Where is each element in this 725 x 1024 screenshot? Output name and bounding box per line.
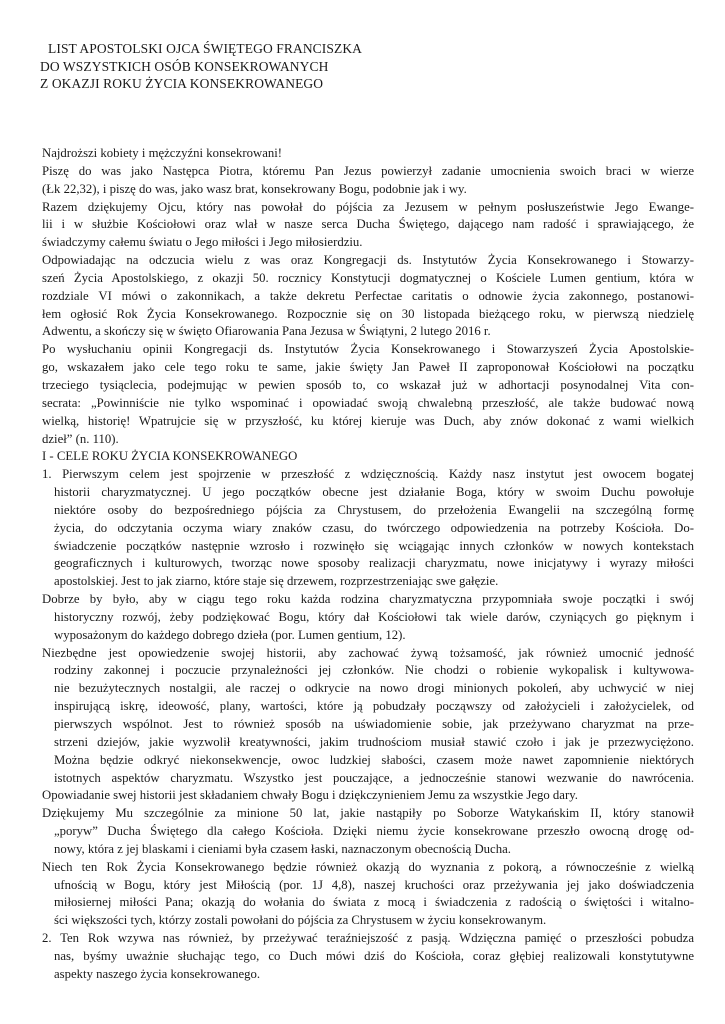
text-line: 2. Ten Rok wzywa nas również, by przeżywać teraźniejszość z pasją. Wdzięczna pamięć o przeszłości pobudza: [42, 931, 694, 946]
text-line: Najdroższi kobiety i mężczyźni konsekrowani!: [42, 146, 283, 160]
text-line: aspekty naszego życia konsekrowanego.: [54, 966, 261, 981]
text-line: 1. Pierwszym celem jest spojrzenie w przeszłość z wdzięcznością. Każdy nasz instytut jest owocem bogatej: [42, 467, 694, 482]
text-line: historii charyzmatycznej. U jego początków obecne jest działanie Boga, który w swoim Duchu powołuje: [54, 485, 694, 500]
text-line: miłosiernej miłości Pana; okazją do wołania do świata z mocą i świadczenia z radością o świętości i witalno-: [54, 895, 694, 910]
text-line: życia, do odczytania oczyma wiary znaków czasu, do twórczego odpowiedzenia na potrzeby Kościoła. Do-: [54, 520, 694, 535]
text-line: ści większości tych, którzy zostali powołani do pójścia za Chrystusem w życiu konsekrowanym.: [54, 913, 547, 928]
text-line: nas, byśmy uważnie słuchając tego, co Duch mówi dziś do Kościoła, coraz głębiej realizowali konstytutywne: [54, 948, 694, 963]
text-line: Dobrze by było, aby w ciągu tego roku każda rodzina charyzmatyczna przypomniała swoje początki i swój: [42, 592, 694, 607]
text-line: Po wysłuchaniu opinii Kongregacji ds. Instytutów Życia Konsekrowanego i Stowarzyszeń Życia Apostolskie-: [42, 342, 694, 357]
text-line: rodziny zakonnej i poczucie przynależności jej członków. Nie chodzi o robienie wykopalisk i kultywowa-: [54, 663, 694, 678]
text-line: Niech ten Rok Życia Konsekrowanego będzie również okazją do wyznania z pokorą, a równocześnie z wielką: [42, 859, 694, 874]
text-line: geograficznych i kulturowych, tworząc nowe sposoby realizacji charyzmatu, nowe inicjatywy i wyrazy miłości: [54, 556, 694, 571]
letter-title: [40, 40, 640, 93]
text-line: świadczenie początków następnie wzrosło i rozwinęło się wciągając innych członków w nowych kontekstach: [54, 538, 694, 553]
text-line: pierwszych wspólnot. Jest to również sposób na uświadomienie sobie, jak przeżywano charyzmat na prze-: [54, 717, 694, 731]
text-line: Dziękujemy Mu szczególnie za minione 50 lat, jakie nastąpiły po Soborze Watykańskim II, który stanowił: [42, 806, 694, 821]
text-line: Opowiadanie swej historii jest składaniem chwały Bogu i dziękczynieniem Jemu za wszystkie Jego dary.: [42, 788, 578, 803]
text-line: dzieł” (n. 110).: [42, 431, 119, 446]
text-line: wielką, historię! Wpatrujcie się w przyszłość, ku której kieruje was Duch, aby znów dokonać z wami wielkich: [42, 413, 694, 428]
text-line: Można będzie odkryć niekonsekwencje, owoc ludzkiej słabości, czasem może nawet zapomnienie niektórych: [54, 752, 694, 767]
text-line: niektóre osoby do bezpośredniego pójścia za Chrystusem, do przełożenia Ewangelii na szczególną formę: [54, 502, 694, 517]
text-line: świadczymy całemu światu o Jego miłości i Jego miłosierdziu.: [42, 235, 363, 250]
text-line: nowy, która z jej blaskami i cieniami była czasem łaski, naznaczonym obecnością Ducha.: [54, 841, 511, 856]
text-line: (Łk 22,32), i piszę do was, jako wasz brat, konsekrowany Bogu, podobnie jak i wy.: [42, 181, 467, 196]
text-line: szeń Życia Apostolskiego, z okazji 50. rocznicy Konstytucji dogmatycznej o Kościele Lumen gentium, która w: [42, 270, 694, 285]
text-line: nie bezużytecznych nostalgii, ale raczej o odkrycie na nowo drogi minionych pokoleń, aby uchwycić w niej: [54, 681, 694, 696]
text-line: Razem dziękujemy Ojcu, który nas powołał do pójścia za Jezusem w pełnym posłuszeństwie Jego Ewange-: [42, 199, 694, 214]
text-line: Odpowiadając na odczucia wielu z was oraz Kongregacji ds. Instytutów Życia Konsekrowanego i Stowarzy-: [42, 253, 694, 268]
text-line: apostolskiej. Jest to jak ziarno, które staje się drzewem, rozprzestrzeniając swe gałęzie.: [54, 574, 499, 589]
text-line: go, wskazałem jako cele tego roku te same, jakie święty Jan Paweł II zaproponował Kościołowi na początku: [42, 360, 694, 375]
text-line: trzeciego tysiąclecia, podejmując w pewien sposób to, co wskazał już w adhortacji posynodalnej Vita con-: [42, 377, 694, 392]
text-line: strzeni dziejów, jakie wyzwolił kreatywności, jakim trudnościom musiał stawić czoło i jak je przezwyciężono.: [54, 734, 694, 749]
text-line: I - CELE ROKU ŻYCIA KONSEKROWANEGO: [42, 449, 298, 464]
title-line: Z OKAZJI ROKU ŻYCIA KONSEKROWANEGO: [40, 76, 324, 91]
text-line: ufnością w Bogu, który jest Miłością (por. 1J 4,8), naszej kruchości oraz przeżywania jej jako doświadczenia: [54, 877, 694, 892]
title-line: DO WSZYSTKICH OSÓB KONSEKROWANYCH: [40, 58, 329, 74]
text-line: istotnych aspektów charyzmatu. Wszystko jest pouczające, a jednocześnie stanowi wezwanie do nawrócenia.: [54, 770, 694, 785]
title-line: LIST APOSTOLSKI OJCA ŚWIĘTEGO FRANCISZKA: [48, 41, 363, 56]
text-line: łem ogłosić Rok Życia Konsekrowanego. Rozpocznie się on 30 listopada bieżącego roku, w pierwszą niedzielę: [42, 306, 694, 321]
text-line: „poryw” Ducha Świętego dla całego Kościoła. Dzięki niemu życie konsekrowane przeszło owocną drogę od-: [54, 824, 694, 839]
text-line: secrata: „Powinniście nie tylko wspominać i opowiadać swoją chwalebną przeszłość, ale także budować nową: [42, 395, 694, 410]
text-line: historyczny rozwój, żeby podziękować Bogu, który dał Kościołowi tak wiele darów, czyniących go pięknym i: [54, 609, 694, 624]
text-line: inspirującą iskrę, ideowość, plany, wartości, które ją pobudzały począwszy od założycieli i założycielek, od: [54, 699, 694, 714]
text-line: Niezbędne jest opowiedzenie swojej historii, aby zachować żywą tożsamość, jak również umocnić jedność: [42, 645, 694, 660]
text-line: Adwentu, a skończy się w święto Ofiarowania Pana Jezusa w Świątyni, 2 lutego 2016 r.: [42, 324, 491, 339]
text-line: rozdziale VI mówi o zakonnikach, a także dekretu Perfectae caritatis o odnowie życia zakonnego, postanowi-: [42, 288, 694, 303]
text-line: Piszę do was jako Następca Piotra, któremu Pan Jezus powierzył zadanie umocnienia swoich braci w wierze: [42, 163, 694, 178]
text-line: lii i w służbie Kościołowi oraz wlał w nasze serca Ducha Świętego, dającego nam radość i sprawiającego, że: [42, 217, 694, 232]
text-line: wyposażonym do każdego dobrego dzieła (por. Lumen gentium, 12).: [54, 627, 406, 642]
letter-body: [42, 145, 694, 984]
